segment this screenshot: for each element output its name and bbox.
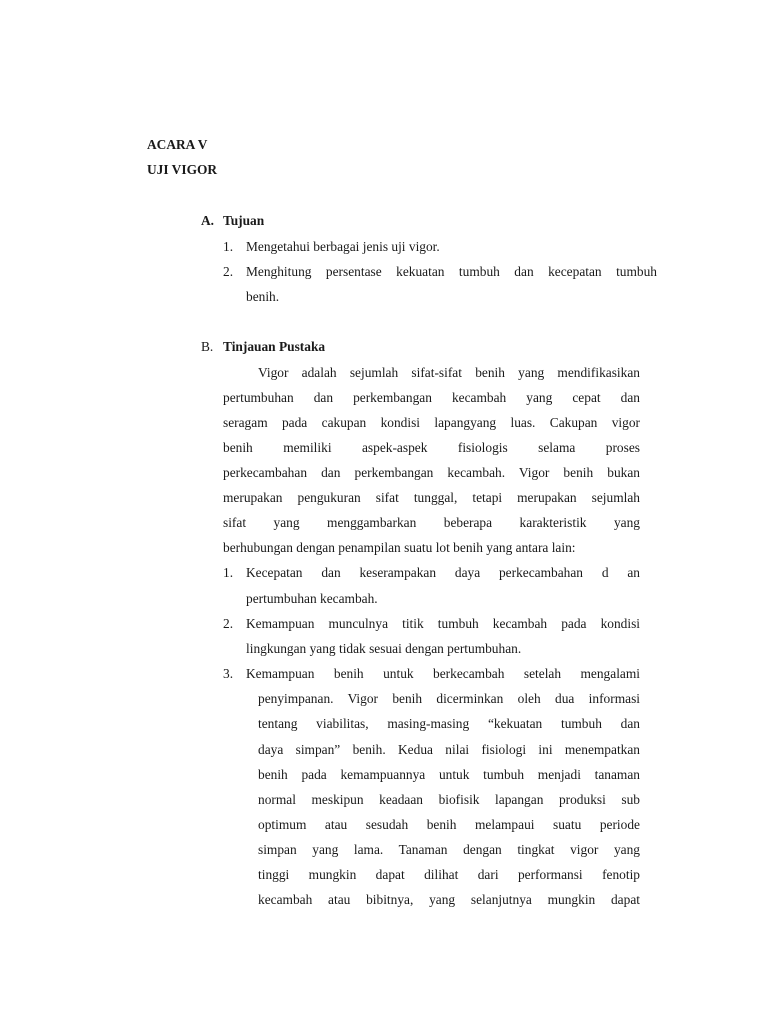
section-b-item-text: penyimpanan. Vigor benih dicerminkan oleh dua informasi bbox=[258, 691, 640, 706]
section-b-item-text: pertumbuhan kecambah. bbox=[246, 591, 378, 606]
section-b-item-number: 3. bbox=[223, 666, 234, 681]
section-b-item-text: optimum atau sesudah benih melampaui suatu periode bbox=[258, 817, 640, 832]
paragraph-line: Vigor adalah sejumlah sifat-sifat benih yang mendifikasikan bbox=[258, 365, 640, 380]
section-b-item-text: tinggi mungkin dapat dilihat dari performansi fenotip bbox=[258, 867, 640, 882]
section-b-item-text: normal meskipun keadaan biofisik lapangan produksi sub bbox=[258, 792, 640, 807]
section-a-item-text: Mengetahui berbagai jenis uji vigor. bbox=[246, 239, 440, 254]
paragraph-line: perkecambahan dan perkembangan kecambah. Vigor benih bukan bbox=[223, 465, 640, 480]
section-b-item-text: simpan yang lama. Tanaman dengan tingkat vigor yang bbox=[258, 842, 640, 857]
chapter-heading: ACARA V bbox=[147, 137, 208, 152]
section-a-item-number: 1. bbox=[223, 239, 234, 254]
section-b-item-text: Kemampuan munculnya titik tumbuh kecambah pada kondisi bbox=[246, 616, 640, 631]
section-b-item-number: 2. bbox=[223, 616, 234, 631]
section-a-title: Tujuan bbox=[223, 213, 265, 228]
section-b-item-text: Kemampuan benih untuk berkecambah setelah mengalami bbox=[246, 666, 640, 681]
paragraph-line: benih memiliki aspek-aspek fisiologis selama proses bbox=[223, 440, 640, 455]
section-a-item-text: benih. bbox=[246, 289, 280, 304]
section-b-item-text: daya simpan” benih. Kedua nilai fisiologi ini menempatkan bbox=[258, 742, 640, 757]
section-a-item-number: 2. bbox=[223, 264, 234, 279]
section-b-letter: B. bbox=[201, 339, 214, 354]
chapter-title: UJI VIGOR bbox=[147, 162, 218, 177]
section-b-item-text: kecambah atau bibitnya, yang selanjutnya mungkin dapat bbox=[258, 892, 640, 907]
section-a-letter: A. bbox=[201, 213, 215, 228]
paragraph-line: sifat yang menggambarkan beberapa karakteristik yang bbox=[223, 515, 640, 530]
paragraph-line: merupakan pengukuran sifat tunggal, tetapi merupakan sejumlah bbox=[223, 490, 640, 505]
section-a-item-text: Menghitung persentase kekuatan tumbuh dan kecepatan tumbuh bbox=[246, 264, 657, 279]
section-b-item-number: 1. bbox=[223, 565, 234, 580]
section-b-item-text: lingkungan yang tidak sesuai dengan pertumbuhan. bbox=[246, 641, 522, 656]
paragraph-line: seragam pada cakupan kondisi lapangyang luas. Cakupan vigor bbox=[223, 415, 640, 430]
section-b-title: Tinjauan Pustaka bbox=[223, 339, 326, 354]
section-b-item-text: tentang viabilitas, masing-masing “kekuatan tumbuh dan bbox=[258, 716, 640, 731]
section-b-item-text: Kecepatan dan keserampakan daya perkecambahan d an bbox=[246, 565, 640, 580]
section-b-item-text: benih pada kemampuannya untuk tumbuh menjadi tanaman bbox=[258, 767, 640, 782]
paragraph-line: pertumbuhan dan perkembangan kecambah yang cepat dan bbox=[223, 390, 640, 405]
paragraph-line: berhubungan dengan penampilan suatu lot benih yang antara lain: bbox=[223, 540, 576, 555]
